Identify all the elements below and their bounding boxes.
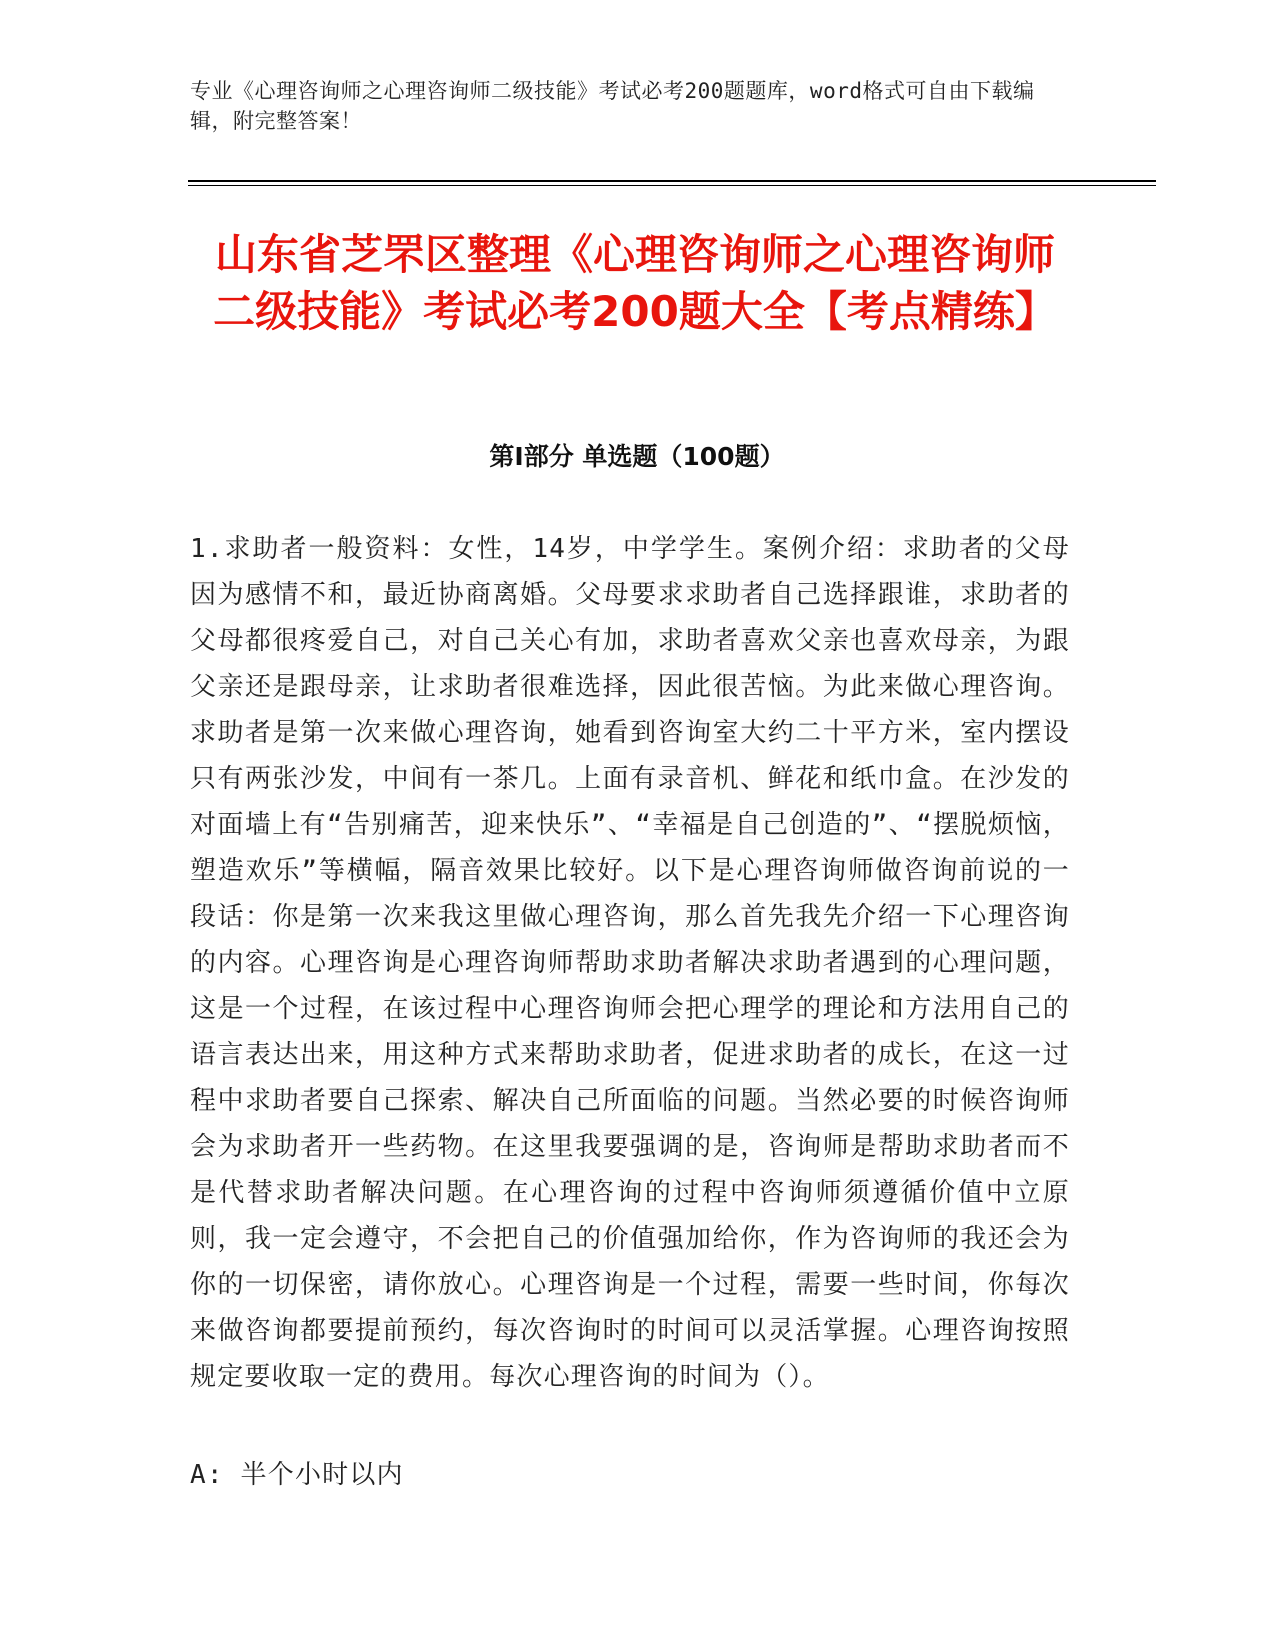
- header-note: 专业《心理咨询师之心理咨询师二级技能》考试必考200题题库，word格式可自由下载编辑，附完整答案！: [190, 79, 1035, 133]
- option-a: A: 半个小时以内: [190, 1460, 404, 1490]
- document-title: 山东省芝罘区整理《心理咨询师之心理咨询师二级技能》考试必考200题大全【考点精练】: [213, 230, 1057, 336]
- header-rule-thick: [188, 180, 1156, 182]
- question-text: 1.求助者一般资料：女性，14岁，中学学生。案例介绍：求助者的父母因为感情不和，最近协商离婚。父母要求求助者自己选择跟谁，求助者的父母都很疼爱自己，对自己关心有加，求助者喜欢父亲也喜欢母亲，为跟父亲还是跟母亲，让求助者很难选择，因此很苦恼。为此来做心理咨询。求助者是第一次来做心理咨询，她看到咨询室大约二十平方米，室内摆设只有两张沙发，中间有一茶几。上面有录音机、鲜花和纸巾盒。在沙发的对面墙上有“告别痛苦，迎来快乐”、“幸福是自己创造的”、“摆脱烦恼，塑造欢乐”等横幅，隔音效果比较好。以下是心理咨询师做咨询前说的一段话：你是第一次来我这里做心理咨询，那么首先我先介绍一下心理咨询的内容。心理咨询是心理咨询师帮助求助者解决求助者遇到的心理问题，这是一个过程，在该过程中心理咨询师会把心理学的理论和方法用自己的语言表达出来，用这种方式来帮助求助者，促进求助者的成长，在这一过程中求助者要自己探索、解决自己所面临的问题。当然必要的时候咨询师会为求助者开一些药物。在这里我要强调的是，咨询师是帮助求助者而不是代替求助者解决问题。在心理咨询的过程中咨询师须遵循价值中立原则，我一定会遵守，不会把自己的价值强加给你，作为咨询师的我还会为你的一切保密，请你放心。心理咨询是一个过程，需要一些时间，你每次来做咨询都要提前预约，每次咨询时的时间可以灵活掌握。心理咨询按照规定要收取一定的费用。每次心理咨询的时间为（）。: [190, 534, 1070, 1392]
- header-rule-thin: [188, 185, 1156, 186]
- section-heading: 第I部分 单选题（100题）: [489, 442, 785, 471]
